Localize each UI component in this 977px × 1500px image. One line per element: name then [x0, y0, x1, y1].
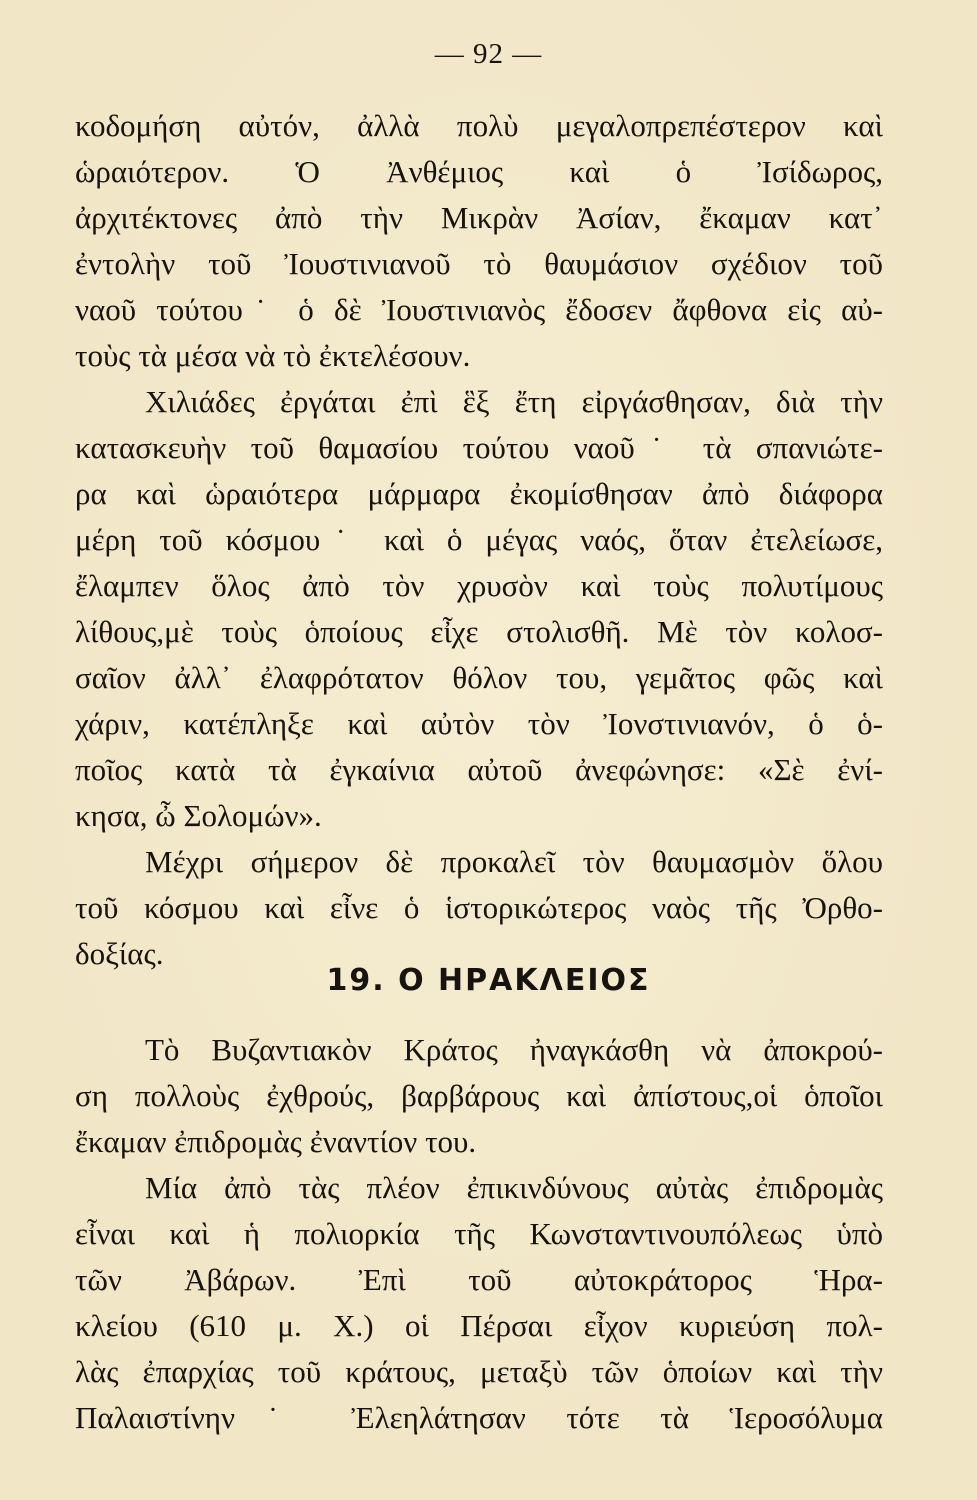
text-line: ναοῦ τούτου˙ ὁ δὲ Ἰουστινιανὸς ἔδοσεν ἄφθονα εἰς αὐ-	[75, 292, 883, 327]
text-line: κοδομήση αὐτόν, ἀλλὰ πολὺ μεγαλοπρεπέστερον καὶ	[75, 108, 883, 143]
text-line: κατασκευὴν τοῦ θαμασίου τούτου ναοῦ˙ τὰ σπανιώτε-	[75, 430, 883, 465]
text-line: εἶναι καὶ ἡ πολιορκία τῆς Κωνσταντινουπόλεως ὑπὸ	[75, 1216, 883, 1251]
paragraph-start-line: Μέχρι σήμερον δὲ προκαλεῖ τὸν θαυμασμὸν ὅλου	[145, 844, 883, 879]
text-line: Παλαιστίνην˙ Ἐλεηλάτησαν τότε τὰ Ἱεροσόλυμα	[75, 1400, 883, 1435]
paragraph-start-line: Χιλιάδες ἐργάται ἐπὶ ἓξ ἔτη εἰργάσθησαν, διὰ τὴν	[145, 384, 883, 419]
text-line: ρα καὶ ὡραιότερα μάρμαρα ἐκομίσθησαν ἀπὸ διάφορα	[75, 476, 883, 511]
text-line: λίθους,μὲ τοὺς ὁποίους εἶχε στολισθῆ. Μὲ τὸν κολοσ-	[75, 614, 883, 649]
paragraph-start-line: Μία ἀπὸ τὰς πλέον ἐπικινδύνους αὐτὰς ἐπιδρομὰς	[145, 1170, 883, 1205]
text-line: λὰς ἐπαρχίας τοῦ κράτους, μεταξὺ τῶν ὁποίων καὶ τὴν	[75, 1354, 883, 1389]
text-line: μέρη τοῦ κόσμου˙ καὶ ὁ μέγας ναός, ὅταν ἐτελείωσε,	[75, 522, 883, 557]
chapter-heading: 19. Ο ΗΡΑΚΛΕΙΟΣ	[326, 963, 651, 998]
text-line: ση πολλοὺς ἐχθρούς, βαρβάρους καὶ ἀπίστους,οἱ ὁποῖοι	[75, 1078, 883, 1113]
text-line: δοξίας.	[75, 936, 164, 971]
text-line: τοὺς τὰ μέσα νὰ τὸ ἐκτελέσουν.	[75, 338, 471, 373]
text-line: κησα, ὦ Σολομών».	[75, 798, 322, 833]
text-line: ἀρχιτέκτονες ἀπὸ τὴν Μικρὰν Ἀσίαν, ἔκαμαν κατ᾿	[75, 200, 883, 235]
text-line: κλείου (610 μ. Χ.) οἱ Πέρσαι εἶχον κυριεύση πολ-	[75, 1308, 883, 1343]
text-line: χάριν, κατέπληξε καὶ αὐτὸν τὸν Ἰονστινιανόν, ὁ ὁ-	[75, 706, 883, 741]
text-line: ὡραιότερον. Ὁ Ἀνθέμιος καὶ ὁ Ἰσίδωρος,	[75, 154, 883, 189]
text-line: ἐντολὴν τοῦ Ἰουστινιανοῦ τὸ θαυμάσιον σχέδιον τοῦ	[75, 246, 883, 281]
text-line: τοῦ κόσμου καὶ εἶνε ὁ ἱστορικώτερος ναὸς τῆς Ὀρθο-	[75, 890, 883, 925]
text-line: σαῖον ἀλλ᾿ ἐλαφρότατον θόλον του, γεμᾶτος φῶς καὶ	[75, 660, 883, 695]
text-line: ἔλαμπεν ὅλος ἀπὸ τὸν χρυσὸν καὶ τοὺς πολυτίμους	[75, 568, 883, 603]
text-line: ἔκαμαν ἐπιδρομὰς ἐναντίον του.	[75, 1124, 477, 1159]
text-line: τῶν Ἀβάρων. Ἐπὶ τοῦ αὐτοκράτορος Ἡρα-	[75, 1262, 883, 1297]
page-number: — 92 —	[434, 38, 543, 70]
paragraph-start-line: Τὸ Βυζαντιακὸν Κράτος ἠναγκάσθη νὰ ἀποκρού-	[145, 1032, 883, 1067]
text-line: ποῖος κατὰ τὰ ἐγκαίνια αὐτοῦ ἀνεφώνησε: «Σὲ ἐνί-	[75, 752, 883, 787]
